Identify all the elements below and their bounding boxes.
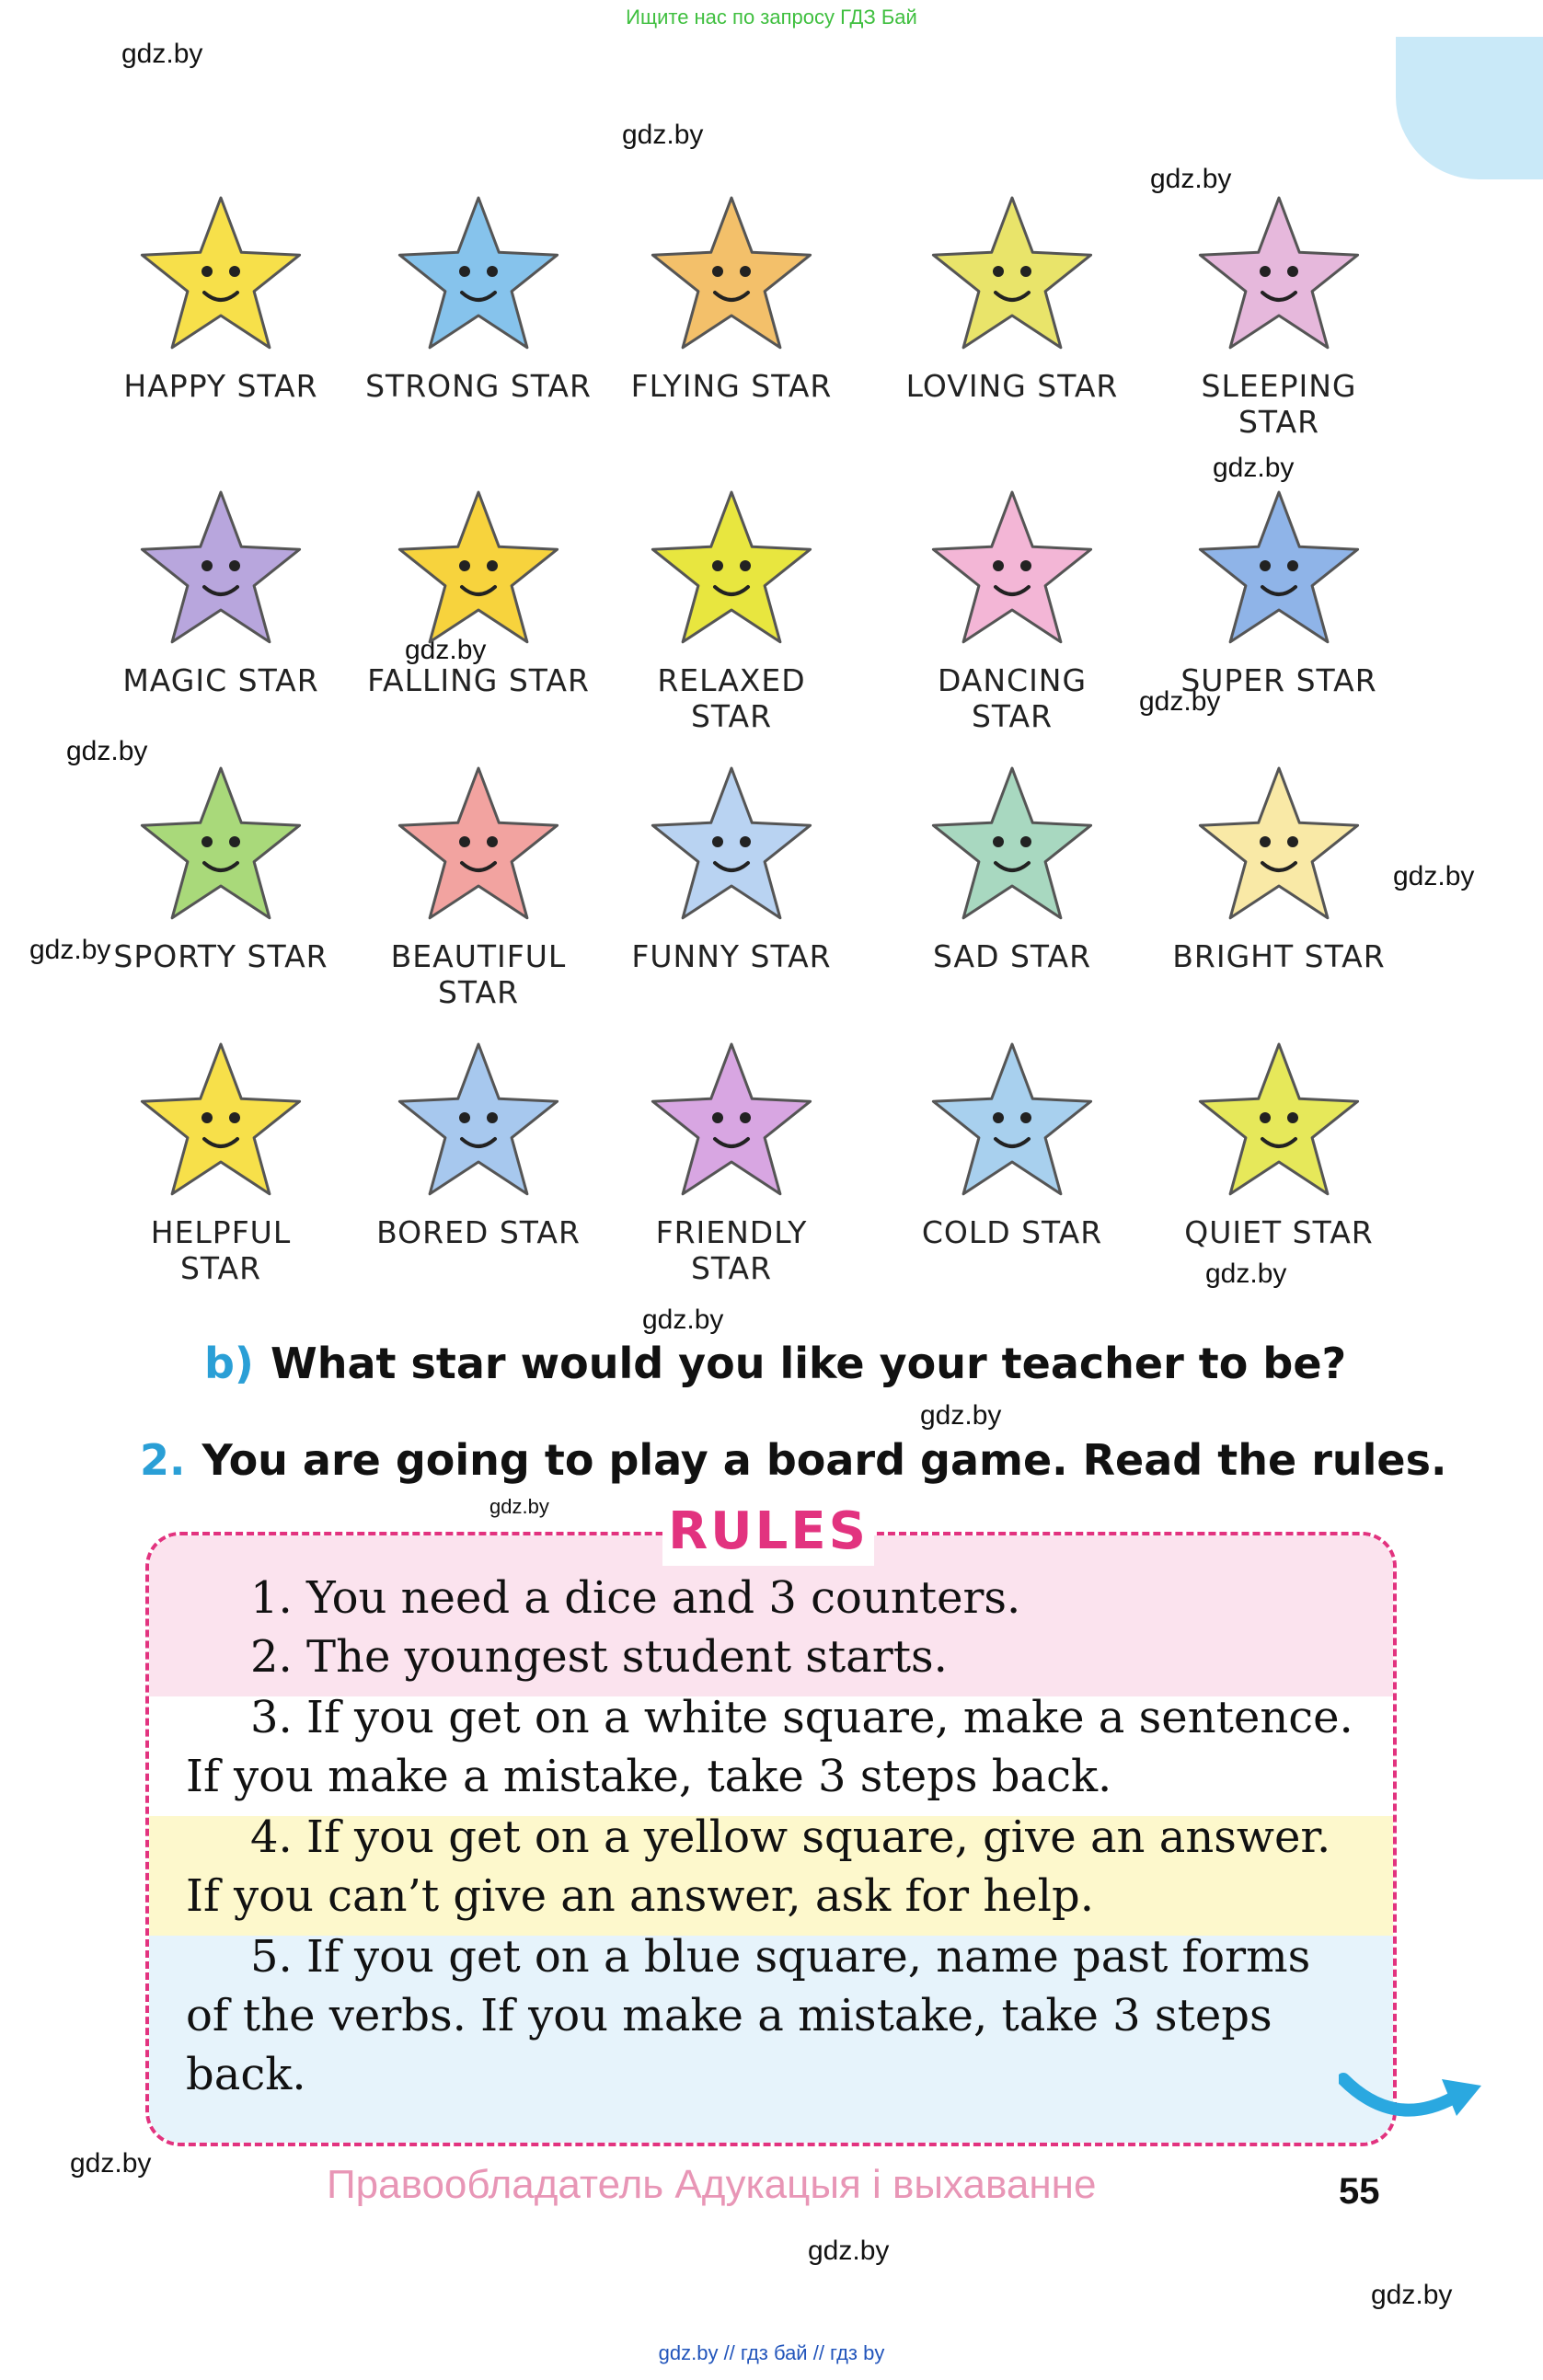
star-label: HAPPY STAR: [123, 368, 318, 404]
star-label: BORED STAR: [376, 1214, 581, 1250]
watermark: gdz.by: [808, 2236, 890, 2266]
star-label: SPORTY STAR: [113, 938, 328, 974]
rule-line: 4. If you get on a yellow square, give an answer.: [250, 1811, 1331, 1863]
star-label: BRIGHT STAR: [1172, 938, 1386, 974]
star-card: [897, 754, 1127, 1021]
watermark: gdz.by: [1205, 1259, 1287, 1289]
rules-title: RULES: [662, 1501, 874, 1566]
star-icon: [129, 1030, 313, 1214]
rule-line: back.: [186, 2049, 306, 2100]
star-label: LOVING STAR: [905, 368, 1119, 404]
star-card: [616, 1030, 846, 1297]
star-label: RELAXED STAR: [657, 662, 806, 734]
star-icon: [129, 478, 313, 662]
rule-line: 3. If you get on a white square, make a sentence.: [250, 1692, 1353, 1743]
star-card: [1164, 184, 1394, 451]
watermark: gdz.by: [66, 736, 148, 766]
star-card: [106, 478, 336, 745]
watermark: gdz.by: [1213, 453, 1295, 483]
star-card: [897, 478, 1127, 745]
watermark: gdz.by: [1150, 164, 1232, 194]
rule-line: 2. The youngest student starts.: [250, 1631, 948, 1683]
watermark: gdz.by: [70, 2148, 152, 2179]
corner-tab: [1396, 37, 1543, 179]
star-icon: [1187, 1030, 1371, 1214]
rules-box: [145, 1532, 1397, 2146]
star-card: [363, 1030, 593, 1297]
star-icon: [386, 1030, 570, 1214]
star-icon: [920, 478, 1104, 662]
star-icon: [386, 184, 570, 368]
star-card: [616, 478, 846, 745]
star-label: BEAUTIFUL STAR: [390, 938, 567, 1010]
star-card: [616, 184, 846, 451]
star-label: STRONG STAR: [365, 368, 592, 404]
star-icon: [1187, 184, 1371, 368]
star-card: [1164, 1030, 1394, 1297]
star-icon: [386, 478, 570, 662]
star-icon: [386, 754, 570, 938]
star-label: SLEEPING STAR: [1201, 368, 1357, 440]
star-icon: [639, 478, 823, 662]
question-number: 2.: [140, 1435, 186, 1485]
question-text: What star would you like your teacher to be?: [270, 1339, 1347, 1388]
star-label: FLYING STAR: [630, 368, 833, 404]
watermark: gdz.by: [1371, 2280, 1453, 2310]
watermark: gdz.by: [121, 39, 203, 69]
star-label: SAD STAR: [932, 938, 1092, 974]
star-icon: [639, 184, 823, 368]
question-number: b): [204, 1339, 254, 1388]
watermark: gdz.by: [642, 1305, 724, 1335]
top-banner[interactable]: Ищите нас по запросу ГДЗ Бай: [626, 6, 917, 29]
star-icon: [129, 754, 313, 938]
rule-line: If you can’t give an answer, ask for help.: [186, 1870, 1094, 1922]
star-card: [363, 184, 593, 451]
copyright-notice: Правообладатель Адукацыя і выхаванне: [327, 2162, 1097, 2207]
star-label: FRIENDLY STAR: [655, 1214, 808, 1286]
star-icon: [639, 1030, 823, 1214]
next-arrow-icon[interactable]: [1339, 2065, 1486, 2130]
watermark: gdz.by: [622, 120, 704, 150]
star-icon: [1187, 478, 1371, 662]
star-card: [616, 754, 846, 1021]
star-card: [363, 478, 593, 745]
star-label: FALLING STAR: [367, 662, 590, 698]
star-card: [106, 184, 336, 451]
star-card: [106, 1030, 336, 1297]
watermark: gdz.by: [1139, 686, 1221, 717]
page-number: 55: [1339, 2171, 1380, 2212]
star-card: [106, 754, 336, 1021]
star-label: SUPER STAR: [1180, 662, 1377, 698]
star-card: [1164, 478, 1394, 745]
star-icon: [920, 184, 1104, 368]
rule-line: 1. You need a dice and 3 counters.: [250, 1572, 1021, 1624]
star-icon: [1187, 754, 1371, 938]
star-icon: [920, 754, 1104, 938]
rule-line: 5. If you get on a blue square, name past forms: [250, 1931, 1311, 1983]
watermark: gdz.by: [1393, 861, 1475, 891]
star-card: [1164, 754, 1394, 1021]
star-card: [363, 754, 593, 1021]
star-label: QUIET STAR: [1184, 1214, 1374, 1250]
star-icon: [920, 1030, 1104, 1214]
rule-line: of the verbs. If you make a mistake, take 3 steps: [186, 1990, 1272, 2041]
watermark: gdz.by: [405, 635, 487, 665]
star-label: FUNNY STAR: [631, 938, 832, 974]
rule-line: If you make a mistake, take 3 steps back.: [186, 1751, 1112, 1802]
star-icon: [129, 184, 313, 368]
star-card: [897, 184, 1127, 451]
star-icon: [639, 754, 823, 938]
star-label: MAGIC STAR: [122, 662, 319, 698]
question-2: [140, 1435, 1446, 1485]
star-label: HELPFUL STAR: [150, 1214, 292, 1286]
star-label: DANCING STAR: [937, 662, 1088, 734]
bottom-links[interactable]: gdz.by // гдз бай // гдз by: [658, 2341, 885, 2364]
watermark: gdz.by: [29, 935, 111, 965]
watermark: gdz.by: [489, 1495, 549, 1518]
question-text: You are going to play a board game. Read the rules.: [202, 1435, 1447, 1485]
star-label: COLD STAR: [921, 1214, 1103, 1250]
question-b: [204, 1339, 1346, 1388]
star-card: [897, 1030, 1127, 1297]
watermark: gdz.by: [920, 1400, 1002, 1431]
